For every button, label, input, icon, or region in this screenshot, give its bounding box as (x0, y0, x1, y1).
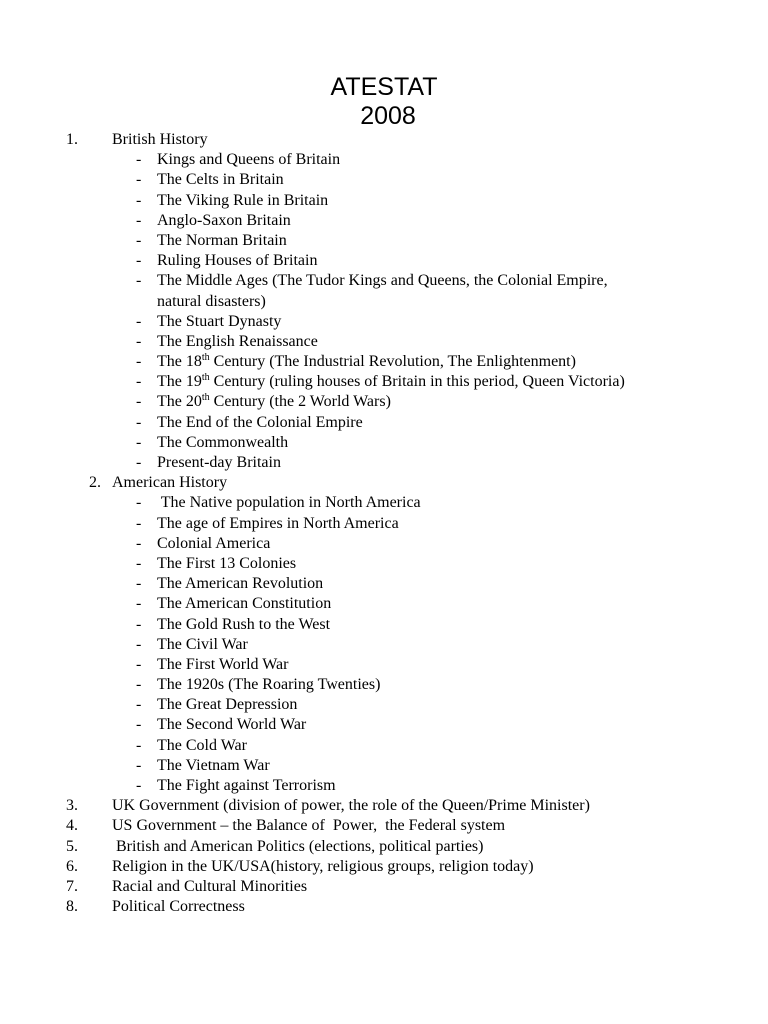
dash-bullet: - (136, 756, 142, 774)
dash-bullet: - (136, 211, 142, 229)
sub-item-label (157, 372, 625, 392)
dash-bullet: - (136, 252, 142, 270)
ordinal-superscript: th (201, 392, 210, 404)
sub-item (0, 392, 768, 412)
sub-item-label: The First World War (157, 655, 289, 673)
dash-bullet: - (136, 332, 142, 350)
list-item-label: British and American Politics (elections, political parties) (112, 837, 484, 855)
sub-item (0, 372, 768, 392)
sub-item-label: The Celts in Britain (157, 171, 284, 189)
dash-bullet: - (136, 655, 142, 673)
dash-bullet: - (136, 151, 142, 169)
century-description: Century (The Industrial Revolution, The Enlightenment) (209, 353, 576, 371)
dash-bullet: - (136, 191, 142, 209)
list-number: 2. (89, 474, 101, 492)
dash-bullet: - (136, 554, 142, 572)
dash-bullet: - (136, 716, 142, 734)
sub-item-label: The Cold War (157, 736, 247, 754)
sub-item (0, 615, 768, 635)
dash-bullet: - (136, 393, 142, 411)
list-item-7 (0, 877, 768, 897)
sub-item (0, 251, 768, 271)
dash-bullet: - (136, 595, 142, 613)
sub-item-label: natural disasters) (157, 292, 266, 310)
list-item-label: Racial and Cultural Minorities (112, 877, 308, 895)
topic-list (0, 130, 768, 917)
dash-bullet: - (136, 494, 142, 512)
sub-item (0, 574, 768, 594)
document-year: 2008 (360, 102, 416, 130)
dash-bullet: - (136, 373, 142, 391)
sub-item-label: Anglo-Saxon Britain (157, 211, 291, 229)
sub-item (0, 655, 768, 675)
dash-bullet: - (136, 676, 142, 694)
list-item-label: British History (112, 131, 208, 148)
sub-item (0, 635, 768, 655)
list-item-5 (0, 837, 768, 857)
sub-item (0, 736, 768, 756)
sub-item (0, 433, 768, 453)
ordinal-superscript: th (201, 372, 210, 384)
sub-item-label: The Viking Rule in Britain (157, 191, 329, 209)
list-number: 7. (66, 877, 78, 895)
sub-item (0, 211, 768, 231)
sub-item-label: The Second World War (157, 716, 307, 734)
dash-bullet: - (136, 736, 142, 754)
sub-item-label: The Fight against Terrorism (157, 777, 336, 794)
ordinal-superscript: th (201, 352, 210, 364)
list-number: 4. (66, 817, 78, 835)
century-description: Century (the 2 World Wars) (209, 393, 391, 411)
sub-item-label: The American Revolution (157, 575, 324, 593)
dash-bullet: - (136, 777, 142, 794)
list-item-2 (0, 473, 768, 493)
sub-item (0, 675, 768, 695)
list-item-label: Political Correctness (112, 898, 245, 916)
list-item-label: UK Government (division of power, the role of the Queen/Prime Minister) (112, 797, 590, 815)
century-number: The 20 (157, 393, 202, 411)
sub-item (0, 776, 768, 796)
sub-item-label: The Commonwealth (157, 433, 289, 451)
sub-item-label: The Civil War (157, 635, 248, 653)
list-item-4 (0, 816, 768, 836)
sub-item-label: The First 13 Colonies (157, 554, 297, 572)
sub-item (0, 756, 768, 776)
sub-item (0, 413, 768, 433)
sub-item-label: The Vietnam War (157, 756, 270, 774)
sub-item-label: The English Renaissance (157, 332, 318, 350)
dash-bullet: - (136, 635, 142, 653)
list-number: 6. (66, 857, 78, 875)
list-item-8 (0, 897, 768, 917)
sub-item (0, 332, 768, 352)
sub-item-label: The 1920s (The Roaring Twenties) (157, 676, 381, 694)
dash-bullet: - (136, 312, 142, 330)
sub-item-label: Ruling Houses of Britain (157, 252, 318, 270)
dash-bullet: - (136, 413, 142, 431)
sub-item (0, 493, 768, 513)
dash-bullet: - (136, 231, 142, 249)
sub-item (0, 150, 768, 170)
dash-bullet: - (136, 353, 142, 371)
dash-bullet: - (136, 454, 142, 471)
sub-item (0, 695, 768, 715)
sub-item-label: The Norman Britain (157, 231, 287, 249)
sub-item (0, 554, 768, 574)
list-item-label: Religion in the UK/USA(history, religious groups, religion today) (112, 857, 534, 875)
list-item-1 (0, 130, 768, 150)
dash-bullet: - (136, 615, 142, 633)
century-number: The 18 (157, 353, 202, 371)
list-number: 5. (66, 837, 78, 855)
list-item-label: American History (112, 474, 228, 492)
dash-bullet: - (136, 534, 142, 552)
sub-item (0, 312, 768, 332)
sub-item-label: The Gold Rush to the West (157, 615, 331, 633)
sub-item-label: The American Constitution (157, 595, 332, 613)
sub-item-label: Kings and Queens of Britain (157, 151, 341, 169)
sub-item (0, 715, 768, 735)
sub-item (0, 534, 768, 554)
list-item-6 (0, 857, 768, 877)
sub-item-label (157, 392, 391, 412)
sub-item-label: The Great Depression (157, 696, 298, 714)
sub-item-label: The age of Empires in North America (157, 514, 399, 532)
sub-item-label: The End of the Colonial Empire (157, 413, 363, 431)
dash-bullet: - (136, 696, 142, 714)
document-title: ATESTAT (330, 73, 438, 101)
sub-item-label: The Stuart Dynasty (157, 312, 282, 330)
century-description: Century (ruling houses of Britain in this period, Queen Victoria) (209, 373, 625, 391)
sub-item-label: The Native population in North America (157, 494, 421, 512)
sub-item (0, 231, 768, 251)
dash-bullet: - (136, 272, 142, 290)
dash-bullet: - (136, 171, 142, 189)
list-item-3 (0, 796, 768, 816)
sub-item-label (157, 352, 576, 372)
sub-item-label: The Middle Ages (The Tudor Kings and Queens, the Colonial Empire, (157, 272, 608, 290)
sub-item-continuation (0, 292, 768, 312)
sub-item-label: Present-day Britain (157, 454, 281, 471)
century-number: The 19 (157, 373, 202, 391)
dash-bullet: - (136, 514, 142, 532)
list-number: 1. (66, 131, 78, 148)
dash-bullet: - (136, 433, 142, 451)
sub-item (0, 453, 768, 473)
sub-item (0, 594, 768, 614)
dash-bullet: - (136, 575, 142, 593)
sub-item (0, 352, 768, 372)
sub-item-label: Colonial America (157, 534, 271, 552)
list-number: 3. (66, 797, 78, 815)
sub-item (0, 170, 768, 190)
list-number: 8. (66, 898, 78, 916)
sub-item (0, 271, 768, 291)
sub-item (0, 514, 768, 534)
sub-item (0, 191, 768, 211)
list-item-label: US Government – the Balance of Power, the Federal system (112, 817, 506, 835)
